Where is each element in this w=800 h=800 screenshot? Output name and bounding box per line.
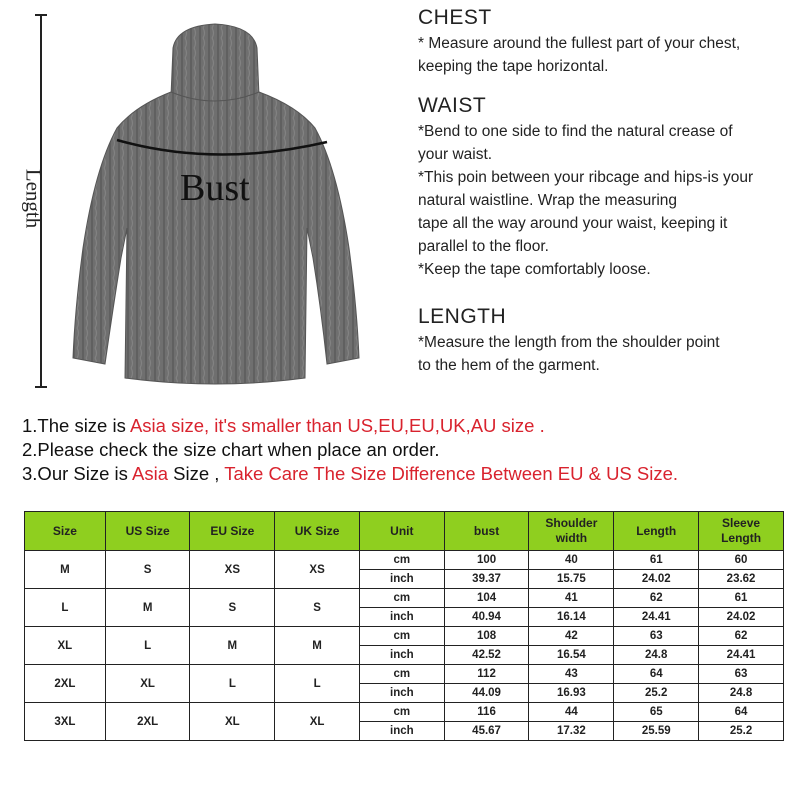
cell-bust: 104 <box>444 589 529 608</box>
table-row <box>25 589 784 608</box>
cell-shoulder: 16.54 <box>529 646 614 665</box>
cell-shoulder: 44 <box>529 703 614 722</box>
waist-title: WAIST <box>418 94 487 117</box>
cell-bust: 100 <box>444 551 529 570</box>
table-row <box>25 703 784 722</box>
cell-shoulder: 16.14 <box>529 608 614 627</box>
cell-shoulder: 17.32 <box>529 722 614 741</box>
cell-sleeve: 24.02 <box>699 608 784 627</box>
cell-size: 2XL <box>25 665 106 703</box>
cell-eu-size: S <box>190 589 275 627</box>
cell-unit: cm <box>359 627 444 646</box>
cell-shoulder: 15.75 <box>529 570 614 589</box>
header-unit: Unit <box>359 512 444 551</box>
header-size: Size <box>25 512 106 551</box>
length-line: *Measure the length from the shoulder point <box>418 334 720 351</box>
cell-bust: 40.94 <box>444 608 529 627</box>
cell-unit: inch <box>359 684 444 703</box>
length-ruler-top-cap <box>35 14 47 16</box>
cell-uk-size: S <box>275 589 360 627</box>
cell-eu-size: L <box>190 665 275 703</box>
table-row <box>25 665 784 684</box>
waist-line: your waist. <box>418 146 493 163</box>
cell-shoulder: 40 <box>529 551 614 570</box>
length-line: to the hem of the garment. <box>418 357 600 374</box>
cell-sleeve: 24.41 <box>699 646 784 665</box>
note-3-highlight-warning: Take Care The Size Difference Between EU & US Size. <box>224 463 679 484</box>
waist-section <box>418 92 798 281</box>
cell-sleeve: 24.8 <box>699 684 784 703</box>
cell-length: 24.41 <box>614 608 699 627</box>
header-sleeve-length: Sleeve Length <box>699 512 784 551</box>
cell-shoulder: 41 <box>529 589 614 608</box>
cell-unit: inch <box>359 608 444 627</box>
cell-uk-size: XS <box>275 551 360 589</box>
length-label: Length <box>21 168 46 229</box>
length-section <box>418 303 798 377</box>
sweater-collar <box>171 24 259 103</box>
note-3-mid: Size , <box>168 463 225 484</box>
cell-size: L <box>25 589 106 627</box>
table-row <box>25 627 784 646</box>
cell-sleeve: 62 <box>699 627 784 646</box>
cell-bust: 42.52 <box>444 646 529 665</box>
cell-length: 24.02 <box>614 570 699 589</box>
cell-length: 62 <box>614 589 699 608</box>
cell-length: 25.2 <box>614 684 699 703</box>
waist-line: *This poin between your ribcage and hips-is your <box>418 169 754 186</box>
cell-bust: 116 <box>444 703 529 722</box>
cell-us-size: XL <box>105 665 190 703</box>
header-us-size: US Size <box>105 512 190 551</box>
cell-uk-size: L <box>275 665 360 703</box>
note-1 <box>22 414 678 438</box>
note-1-text: 1.The size is <box>22 415 130 436</box>
chest-line: keeping the tape horizontal. <box>418 58 609 75</box>
sweater-body <box>73 92 359 384</box>
table-row <box>25 551 784 570</box>
header-uk-size: UK Size <box>275 512 360 551</box>
cell-shoulder: 43 <box>529 665 614 684</box>
cell-unit: inch <box>359 722 444 741</box>
cell-size: 3XL <box>25 703 106 741</box>
cell-bust: 44.09 <box>444 684 529 703</box>
waist-line: parallel to the floor. <box>418 238 549 255</box>
cell-size: XL <box>25 627 106 665</box>
cell-length: 61 <box>614 551 699 570</box>
cell-bust: 108 <box>444 627 529 646</box>
cell-shoulder: 42 <box>529 627 614 646</box>
waist-line: tape all the way around your waist, keeping it <box>418 215 728 232</box>
cell-sleeve: 63 <box>699 665 784 684</box>
cell-length: 24.8 <box>614 646 699 665</box>
note-1-highlight: Asia size, it's smaller than US,EU,EU,UK,AU size . <box>129 415 545 436</box>
cell-length: 65 <box>614 703 699 722</box>
cell-shoulder: 16.93 <box>529 684 614 703</box>
size-chart-header-row <box>25 512 784 551</box>
cell-length: 64 <box>614 665 699 684</box>
size-notes <box>22 414 678 486</box>
cell-sleeve: 25.2 <box>699 722 784 741</box>
cell-unit: cm <box>359 551 444 570</box>
cell-sleeve: 61 <box>699 589 784 608</box>
cell-uk-size: XL <box>275 703 360 741</box>
cell-unit: cm <box>359 703 444 722</box>
cell-us-size: L <box>105 627 190 665</box>
cell-length: 63 <box>614 627 699 646</box>
cell-uk-size: M <box>275 627 360 665</box>
waist-line: natural waistline. Wrap the measuring <box>418 192 678 209</box>
cell-eu-size: M <box>190 627 275 665</box>
cell-unit: inch <box>359 570 444 589</box>
length-title: LENGTH <box>418 305 507 328</box>
measuring-guide <box>418 4 798 387</box>
cell-us-size: S <box>105 551 190 589</box>
cell-bust: 39.37 <box>444 570 529 589</box>
chest-title: CHEST <box>418 6 492 29</box>
note-3-highlight-asia: Asia <box>132 463 169 484</box>
cell-sleeve: 64 <box>699 703 784 722</box>
cell-unit: cm <box>359 589 444 608</box>
cell-unit: cm <box>359 665 444 684</box>
note-3 <box>22 462 678 486</box>
length-label-wrap <box>6 150 56 240</box>
cell-bust: 45.67 <box>444 722 529 741</box>
cell-length: 25.59 <box>614 722 699 741</box>
header-bust: bust <box>444 512 529 551</box>
header-shoulder-width: Shoulder width <box>529 512 614 551</box>
cell-eu-size: XS <box>190 551 275 589</box>
note-2: 2.Please check the size chart when place an order. <box>22 439 440 460</box>
waist-line: *Keep the tape comfortably loose. <box>418 261 651 278</box>
note-3-text: 3.Our Size is <box>22 463 133 484</box>
cell-bust: 112 <box>444 665 529 684</box>
cell-unit: inch <box>359 646 444 665</box>
size-chart-table <box>24 511 784 741</box>
cell-us-size: 2XL <box>105 703 190 741</box>
cell-eu-size: XL <box>190 703 275 741</box>
length-ruler-bottom-cap <box>35 386 47 388</box>
chest-section <box>418 4 798 78</box>
header-eu-size: EU Size <box>190 512 275 551</box>
chest-line: * Measure around the fullest part of your chest, <box>418 35 741 52</box>
cell-sleeve: 60 <box>699 551 784 570</box>
cell-us-size: M <box>105 589 190 627</box>
cell-size: M <box>25 551 106 589</box>
cell-sleeve: 23.62 <box>699 570 784 589</box>
header-length: Length <box>614 512 699 551</box>
bust-label: Bust <box>180 167 250 209</box>
waist-line: *Bend to one side to find the natural crease of <box>418 123 733 140</box>
